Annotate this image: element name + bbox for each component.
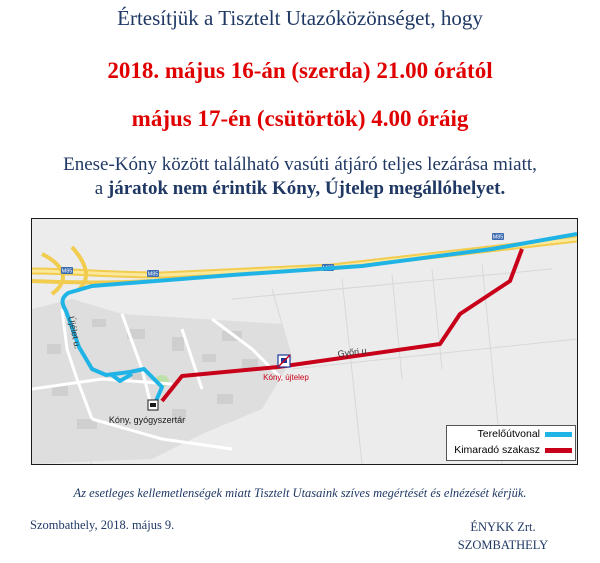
date-to: május 17-én (csütörtök) 4.00 óráig <box>131 106 469 131</box>
legend-label-detour: Terelőútvonal <box>477 428 540 440</box>
body-line-2-bold: járatok nem érintik Kóny, Újtelep megállóhelyet. <box>107 178 506 199</box>
body-line-2-prefix: a <box>94 178 108 199</box>
notice-heading: Értesítjük a Tisztelt Utazóközönséget, hogy <box>117 6 483 30</box>
legend-row-skipped <box>447 442 575 458</box>
road-label-gyori: Győri u. <box>337 345 370 359</box>
legend-swatch-detour <box>545 432 572 437</box>
route-map <box>31 218 578 465</box>
body-line-1: Enese-Kóny között található vasúti átjáró teljes lezárása miatt, <box>63 154 537 175</box>
bus-stop-icon <box>148 400 158 410</box>
company-block <box>447 518 559 554</box>
stop-label-gyogyszertar: Kóny, gyógyszertár <box>108 415 186 425</box>
m85-label-3: M85 <box>322 265 334 272</box>
legend-swatch-skipped <box>545 448 572 453</box>
road-label-ujelet: Újélet u. <box>66 315 83 350</box>
date-from: 2018. május 16-án (szerda) 21.00 órától <box>107 58 493 83</box>
closed-bus-stop-icon <box>278 355 290 367</box>
company-name: ÉNYKK Zrt. <box>470 520 536 534</box>
company-city: SZOMBATHELY <box>457 538 549 552</box>
apology-text: Az esetleges kellemetlenségek miatt Tisztelt Utasaink szíves megértését és elnézését kérjük. <box>73 486 527 500</box>
place-date: Szombathely, 2018. május 9. <box>30 518 175 532</box>
body-line-2 <box>0 178 600 200</box>
map-legend <box>446 425 576 461</box>
legend-row-detour <box>447 426 575 442</box>
m85-label-2: M85 <box>147 271 159 278</box>
m85-label-1: M85 <box>61 268 73 275</box>
m85-label-4: M85 <box>492 234 504 241</box>
legend-label-skipped: Kimaradó szakasz <box>454 444 540 456</box>
stop-label-ujtelep: Kóny, újtelep <box>263 373 309 382</box>
